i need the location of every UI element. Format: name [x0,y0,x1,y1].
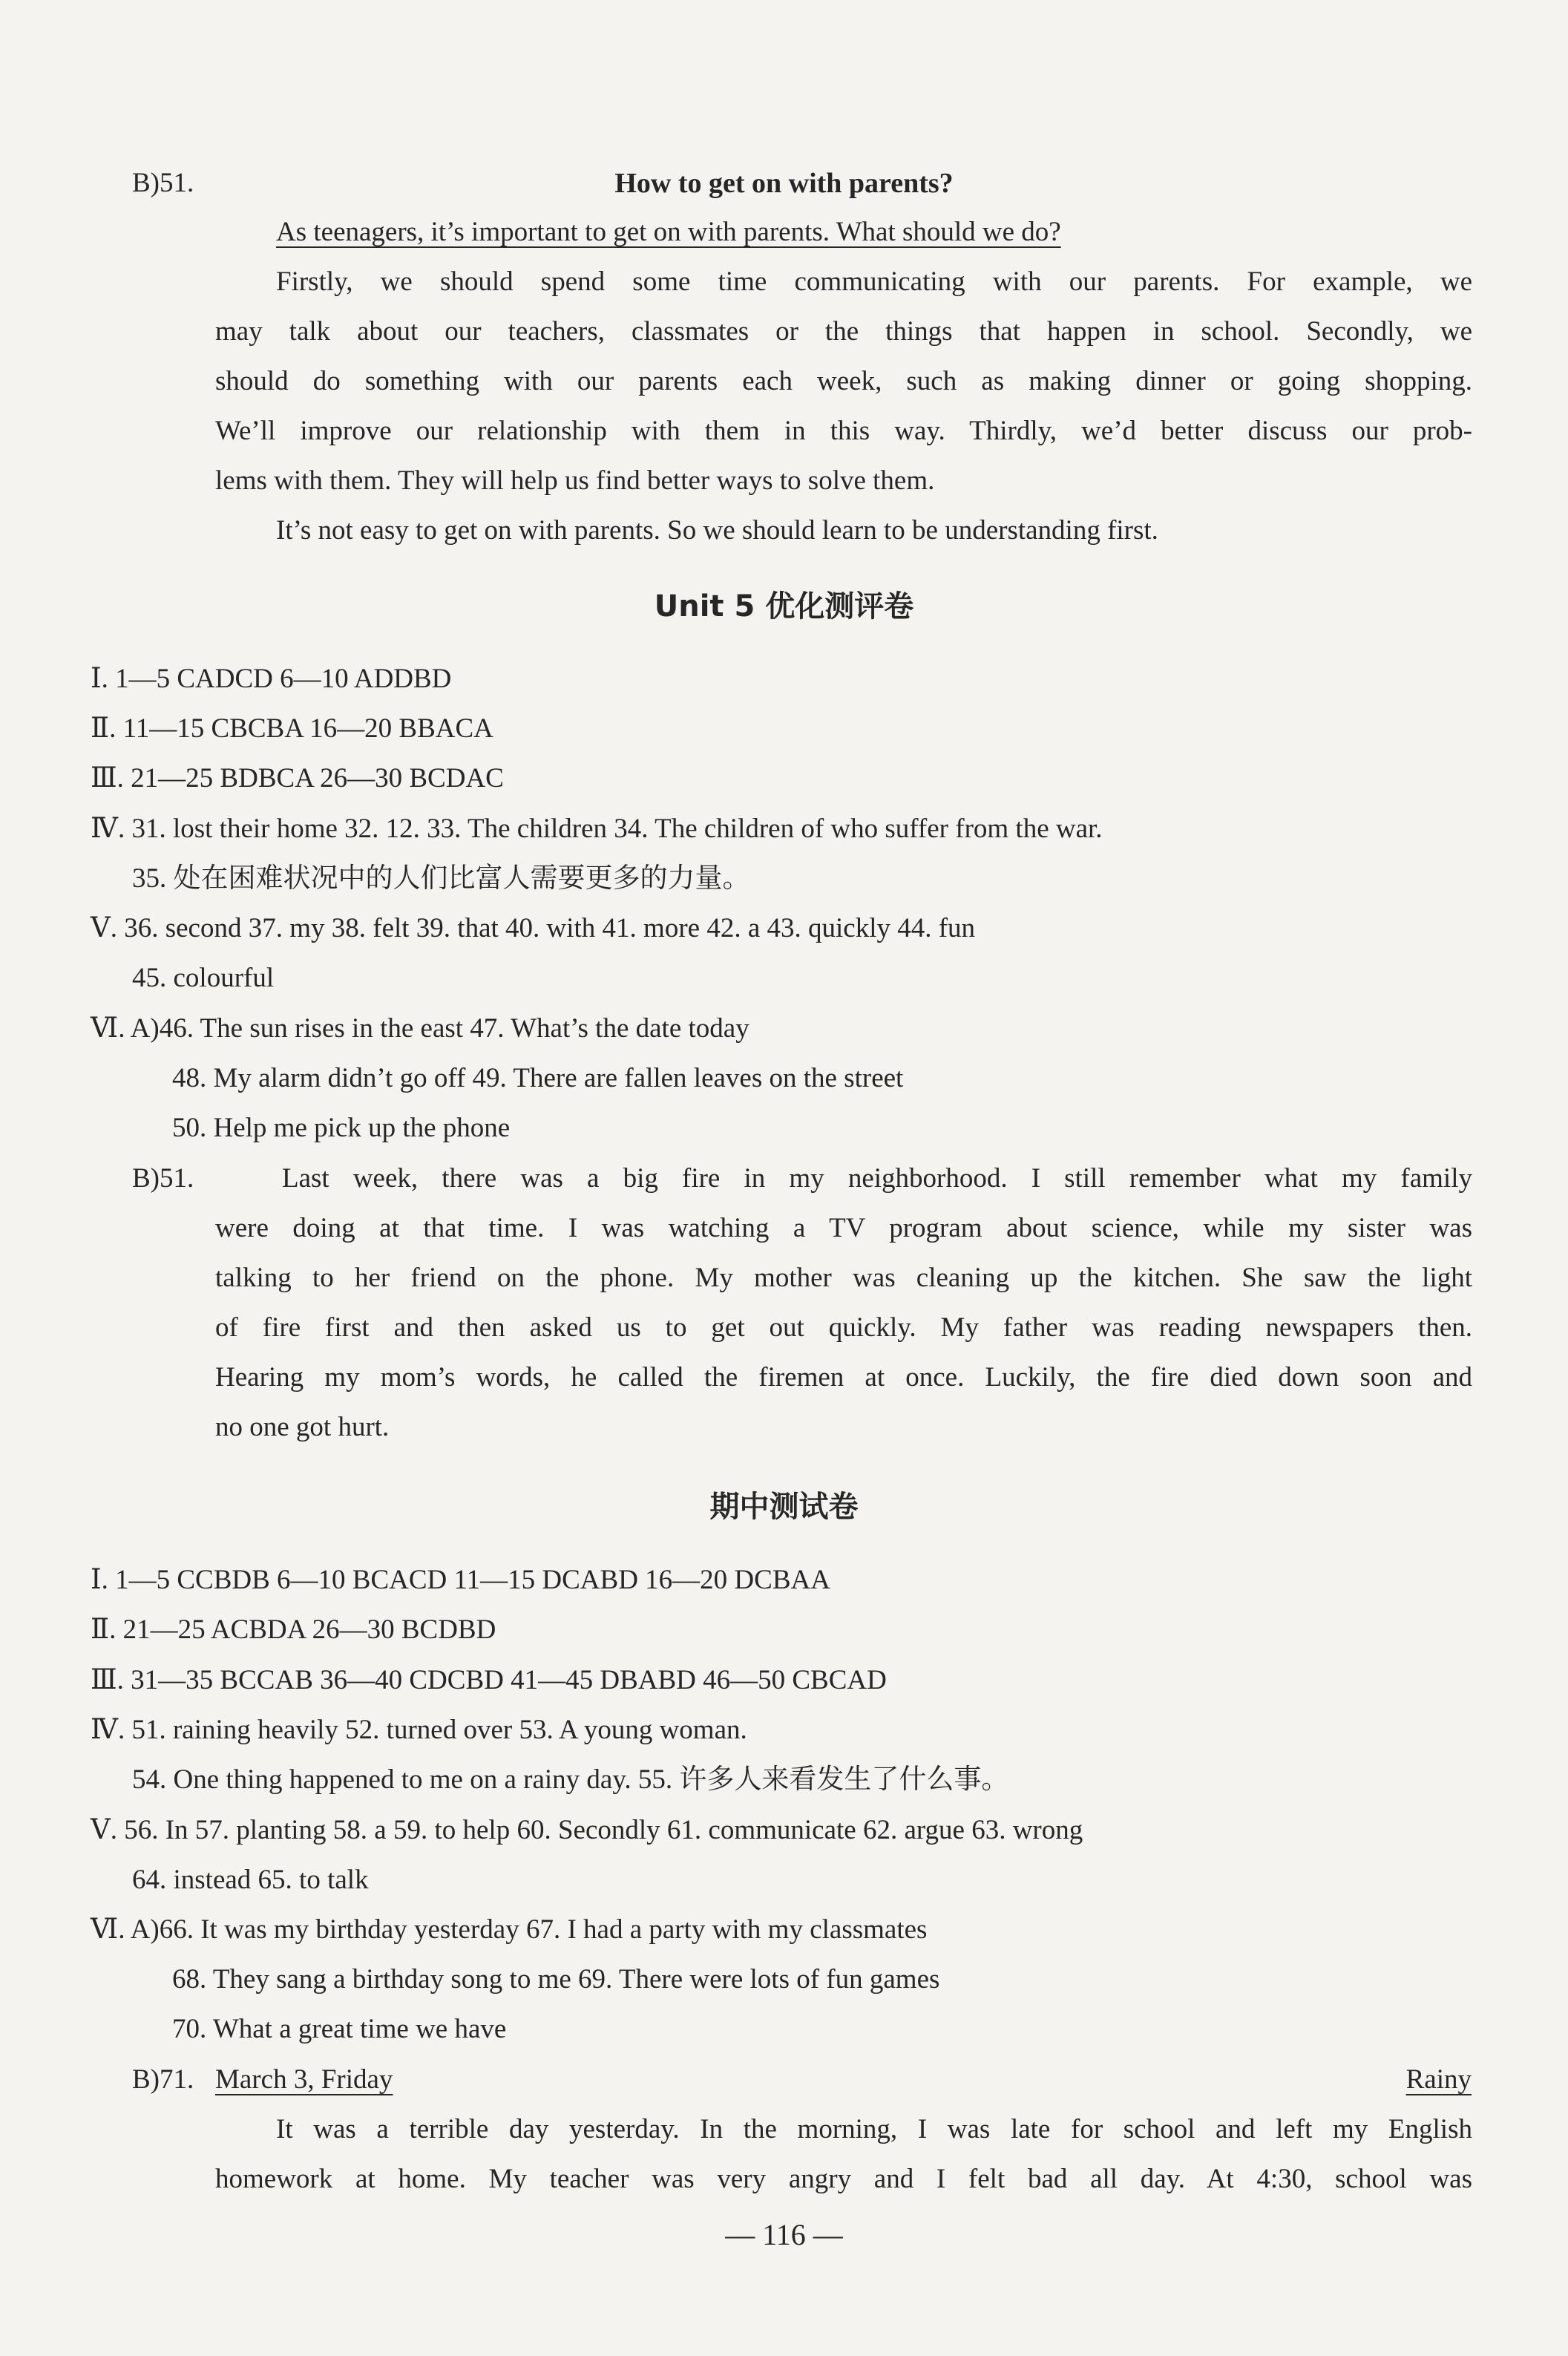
answer-line: 54. One thing happened to me on a rainy day. 55. 许多人来看发生了什么事。 [132,1764,1009,1795]
answer-line: Ⅲ. 31—35 BCCAB 36—40 CDCBD 41—45 DBABD 46—50 CBCAD [91,1665,887,1695]
essay-title: How to get on with parents? [614,168,954,199]
answer-line: Ⅰ. 1—5 CADCD 6—10 ADDBD [91,664,452,694]
section-heading-unit5: Unit 5 优化测评卷 [654,589,914,624]
answer-line: Ⅳ. 31. lost their home 32. 12. 33. The children 34. The children of who suffer from the war. [91,814,1103,844]
essay-line: We’ll improve our relationship with them in this way. Thirdly, we’d better discuss our prob- [215,416,1472,446]
essay-line: lems with them. They will help us find better ways to solve them. [215,465,935,496]
writing-line: Hearing my mom’s words, he called the firemen at once. Luckily, the fire died down soon and [215,1362,1472,1393]
writing-line: of fire first and then asked us to get out quickly. My father was reading newspapers then. [215,1312,1472,1343]
answer-line: 64. instead 65. to talk [132,1865,369,1895]
answer-line: 70. What a great time we have [172,2014,507,2044]
essay-label: B)51. [132,168,194,198]
essay-line: should do something with our parents each week, such as making dinner or going shopping. [215,366,1472,396]
answer-line: Ⅱ. 21—25 ACBDA 26—30 BCDBD [91,1614,496,1645]
essay-topic-sentence: As teenagers, it’s important to get on with parents. What should we do? [276,217,1061,247]
answer-line: 50. Help me pick up the phone [172,1113,511,1143]
essay-closing: It’s not easy to get on with parents. So we should learn to be understanding first. [276,515,1158,546]
answer-line: Ⅵ. A)46. The sun rises in the east 47. What’s the date today [91,1013,749,1044]
diary-label: B)71. [132,2064,194,2095]
diary-line: homework at home. My teacher was very angry and I felt bad all day. At 4:30, school was [215,2164,1472,2194]
answer-line: 68. They sang a birthday song to me 69. There were lots of fun games [172,1964,940,1995]
answer-line: Ⅴ. 36. second 37. my 38. felt 39. that 40. with 41. more 42. a 43. quickly 44. fun [91,913,976,943]
answer-line: Ⅵ. A)66. It was my birthday yesterday 67. I had a party with my classmates [91,1914,928,1945]
essay-line: may talk about our teachers, classmates or the things that happen in school. Secondly, we [215,316,1472,347]
diary-weather: Rainy [1405,2064,1472,2095]
page-number: — 116 — [725,2218,843,2251]
answer-line: Ⅴ. 56. In 57. planting 58. a 59. to help 60. Secondly 61. communicate 62. argue 63. wrong [91,1815,1083,1845]
answer-line: 35. 处在困难状况中的人们比富人需要更多的力量。 [132,863,750,894]
answer-line: 48. My alarm didn’t go off 49. There are fallen leaves on the street [172,1063,904,1093]
answer-line: Ⅲ. 21—25 BDBCA 26—30 BCDAC [91,763,504,793]
writing-line: no one got hurt. [215,1412,390,1442]
writing-line: Last week, there was a big fire in my neighborhood. I still remember what my family [282,1163,1472,1194]
writing-line: talking to her friend on the phone. My mother was cleaning up the kitchen. She saw the light [215,1263,1472,1293]
answer-line: Ⅳ. 51. raining heavily 52. turned over 53. A young woman. [91,1715,747,1745]
answer-line: Ⅰ. 1—5 CCBDB 6—10 BCACD 11—15 DCABD 16—20 DCBAA [91,1565,830,1595]
diary-date: March 3, Friday [215,2064,393,2095]
writing-line: were doing at that time. I was watching a TV program about science, while my sister was [215,1213,1472,1243]
answer-line: Ⅱ. 11—15 CBCBA 16—20 BBACA [91,713,493,744]
writing-label: B)51. [132,1163,194,1194]
diary-line: It was a terrible day yesterday. In the morning, I was late for school and left my English [276,2114,1472,2144]
essay-line: Firstly, we should spend some time communicating with our parents. For example, we [276,266,1472,297]
section-heading-midterm: 期中测试卷 [709,1490,859,1524]
answer-line: 45. colourful [132,963,275,993]
